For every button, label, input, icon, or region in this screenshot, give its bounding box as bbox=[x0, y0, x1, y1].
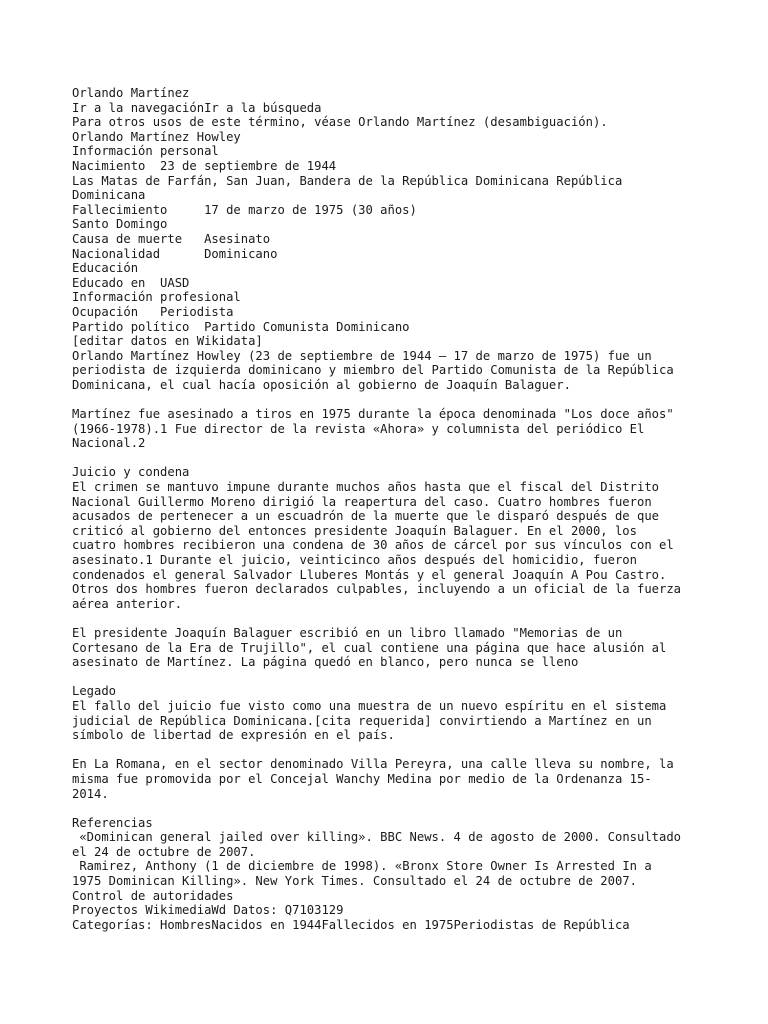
intro-paragraph-2: Martínez fue asesinado a tiros en 1975 durante la época denominada "Los doce años" (1966-1978).1 Fue director de la revista «Ahora» y columnista del periódico El Nacional.2 bbox=[72, 407, 674, 451]
page-title: Orlando Martínez bbox=[72, 86, 190, 100]
paragraph-gap bbox=[72, 743, 728, 758]
infobox-name: Orlando Martínez Howley bbox=[72, 129, 241, 144]
infobox-personal-heading: Información personal bbox=[72, 144, 219, 159]
infobox-educated: Educado en UASD bbox=[72, 275, 190, 290]
infobox-birth: Nacimiento 23 de septiembre de 1944 bbox=[72, 158, 337, 173]
paragraph-gap bbox=[72, 801, 728, 816]
legacy-paragraph-2: En La Romana, en el sector denominado Villa Pereyra, una calle lleva su nombre, la misma fue promovida por el Concejal Wanchy Medina por medio de la Ordenanza 15- 2014. bbox=[72, 757, 674, 801]
intro-paragraph: Orlando Martínez Howley (23 de septiembre de 1944 – 17 de marzo de 1975) fue un periodista de izquierda dominicano y miembro del Partido Comunista de la República Dominicana, el cual hacía oposición al gobierno de Joaquín Balaguer. bbox=[72, 348, 674, 392]
infobox-death-place: Santo Domingo bbox=[72, 217, 168, 232]
infobox-education-heading: Educación bbox=[72, 261, 139, 276]
paragraph-gap bbox=[72, 392, 728, 407]
infobox-professional-heading: Información profesional bbox=[72, 290, 241, 305]
infobox-birthplace-cont: Dominicana bbox=[72, 188, 146, 203]
infobox-cause: Causa de muerte Asesinato bbox=[72, 231, 271, 246]
section-heading-trial: Juicio y condena bbox=[72, 465, 190, 480]
infobox-death: Fallecimiento 17 de marzo de 1975 (30 años) bbox=[72, 202, 417, 217]
authority-control[interactable]: Control de autoridades bbox=[72, 888, 234, 903]
infobox-party: Partido político Partido Comunista Dominicano bbox=[72, 319, 410, 334]
trial-paragraph: El crimen se mantuvo impune durante muchos años hasta que el fiscal del Distrito Nacional Guillermo Moreno dirigió la reapertura del caso. Cuatro hombres fueron acusados de pertenecer a un escuadrón de la muerte que le disparó después de que criticó al gobierno del entonces presidente Joaquín Balaguer. En el 2000, los cuatro hombres recibieron una condena de 30 años de cárcel por sus vínculos con el asesinato.1 Durante el juicio, veinticinco años después del homicidio, fueron condenados el general Salvador Lluberes Montás y el general Joaquín A Pou Castro. Otros dos hombres fueron declarados culpables, incluyendo a un oficial de la fuerza aérea anterior. bbox=[72, 480, 682, 611]
wikimedia-projects[interactable]: Proyectos WikimediaWd Datos: Q7103129 bbox=[72, 903, 344, 918]
infobox-birthplace: Las Matas de Farfán, San Juan, Bandera de la República Dominicana República bbox=[72, 173, 623, 188]
section-heading-legacy: Legado bbox=[72, 684, 117, 699]
trial-paragraph-2: El presidente Joaquín Balaguer escribió en un libro llamado "Memorias de un Cortesano de la Era de Trujillo", el cual contiene una página que hace alusión al asesinato de Martínez. La página quedó en blanco, pero nunca se lleno bbox=[72, 625, 667, 670]
disambiguation-note: Para otros usos de este término, véase Orlando Martínez (desambiguación). bbox=[72, 115, 608, 130]
reference-item[interactable]: Ramirez, Anthony (1 de diciembre de 1998). «Bronx Store Owner Is Arrested In a 1975 Dominican Killing». New York Times. Consultado el 24 de octubre de 2007. bbox=[72, 859, 652, 889]
infobox-nationality: Nacionalidad Dominicano bbox=[72, 246, 278, 261]
paragraph-gap bbox=[72, 451, 728, 466]
paragraph-gap bbox=[72, 611, 728, 626]
categories[interactable]: Categorías: HombresNacidos en 1944Fallecidos en 1975Periodistas de República bbox=[72, 917, 630, 932]
edit-wikidata-link[interactable]: [editar datos en Wikidata] bbox=[72, 334, 263, 349]
section-heading-references: Referencias bbox=[72, 815, 153, 830]
paragraph-gap bbox=[72, 670, 728, 685]
infobox-occupation: Ocupación Periodista bbox=[72, 304, 234, 319]
reference-item[interactable]: «Dominican general jailed over killing». BBC News. 4 de agosto de 2000. Consultado el 24 de octubre de 2007. bbox=[72, 830, 682, 859]
legacy-paragraph: El fallo del juicio fue visto como una muestra de un nuevo espíritu en el sistema judicial de República Dominicana.[cita requerida] convirtiendo a Martínez en un símbolo de libertad de expresión en el país. bbox=[72, 698, 667, 743]
navigation-links[interactable]: Ir a la navegaciónIr a la búsqueda bbox=[72, 100, 322, 115]
